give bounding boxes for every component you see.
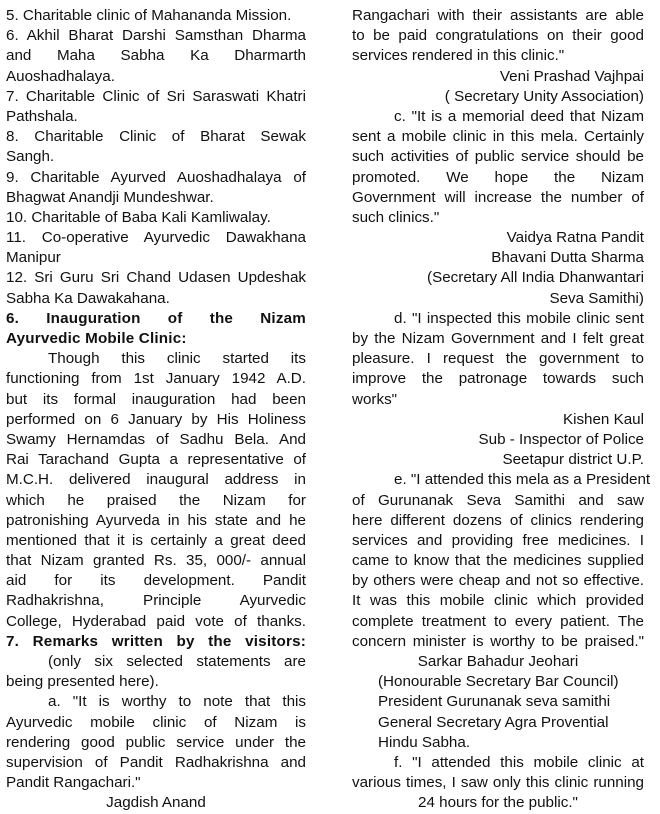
left-text-line: supervision of Pandit Radhakrishna and — [6, 753, 306, 771]
right-text-line: It was this mobile clinic which provided — [352, 592, 644, 610]
left-text-line: Pathshala. — [6, 107, 78, 125]
right-column — [352, 6, 651, 814]
right-text-line: various times, I saw only this clinic running — [352, 774, 644, 792]
left-text-line: 8. Charitable Clinic of Bharat Sewak — [6, 128, 306, 146]
left-text-line: Manipur — [6, 249, 61, 267]
left-text-line: Swamy Hernamdas of Sadhu Bela. And — [6, 430, 306, 448]
left-text-line: 7. Charitable Clinic of Sri Saraswati Khatri — [6, 87, 306, 105]
left-text-line: College, Hyderabad paid vote of thanks. — [6, 612, 306, 630]
left-text-line: 6. Akhil Bharat Darshi Samsthan Dharma — [6, 27, 306, 45]
right-text-line: to be paid congratulations on their good — [352, 27, 644, 45]
right-text-line: c. "It is a memorial deed that Nizam — [394, 107, 644, 125]
left-text-line: a. "It is worthy to note that this — [48, 693, 306, 711]
left-text-line: Rai Tarachand Gupta a representative of — [6, 451, 306, 469]
right-text-line: by the Nizam Government and I felt great — [352, 330, 644, 347]
left-text-line: Jagdish Anand — [106, 794, 206, 812]
left-text-line: that Nizam granted Rs. 35, 000/- annual — [6, 552, 306, 570]
left-text-line: aid for its development. Pandit — [6, 572, 306, 590]
right-text-line: Rangachari with their assistants are able — [352, 7, 644, 24]
right-text-line: President Gurunanak seva samithi — [378, 693, 611, 711]
right-text-line: Seva Samithi) — [549, 289, 644, 307]
left-text-line: performed on 6 January by His Holiness — [6, 410, 306, 428]
left-text-line: Sabha Ka Dawakahana. — [6, 289, 170, 307]
right-text-line: Sub - Inspector of Police — [478, 430, 644, 448]
right-text-line: by others were cheap and not so effective. — [352, 572, 644, 590]
right-text-line: ( Secretary Unity Association) — [444, 87, 644, 105]
right-text-line: complete treatment to every patient. The — [352, 612, 644, 630]
left-text-line: mentioned that it is certainly a great deed — [6, 531, 306, 549]
right-text-line: of Gurunanak Seva Samithi and saw — [352, 491, 644, 509]
left-text-line: Though this clinic started its — [48, 350, 306, 368]
right-text-line: Bhavani Dutta Sharma — [491, 249, 644, 267]
left-text-line: 9. Charitable Ayurved Auoshadhalaya of — [6, 168, 306, 186]
left-text-line: functioning from 1st January 1942 A.D. — [6, 370, 306, 388]
right-text-line: (Honourable Secretary Bar Council) — [378, 673, 619, 691]
right-text-line: such clinics." — [352, 208, 440, 226]
right-text-line: promoted. We hope the Nizam — [352, 168, 644, 186]
right-text-line: services and providing free medicines. I — [352, 531, 644, 549]
right-text-line: 24 hours for the public." — [418, 794, 578, 812]
left-text-line: rendering good public service under the — [6, 733, 306, 751]
left-text-line: 6. Inauguration of the Nizam — [6, 309, 306, 327]
left-text-line: Auoshadhalaya. — [6, 67, 115, 85]
right-text-line: concern minister is worthy to be praised." — [352, 632, 644, 650]
right-text-line: sent a mobile clinic in this mela. Certainly — [352, 128, 644, 146]
left-column — [6, 6, 306, 814]
left-text-line: M.C.H. delivered inaugural address in — [6, 471, 306, 489]
right-text-line: Kishen Kaul — [562, 410, 644, 428]
left-text-line: 10. Charitable of Baba Kali Kamliwalay. — [6, 208, 271, 226]
left-text-line: 7. Remarks written by the visitors: — [6, 632, 306, 650]
right-text-line: f. "I attended this mobile clinic at — [394, 753, 644, 771]
right-text-line: such activities of public service should be — [352, 148, 644, 166]
right-text-line: Vaidya Ratna Pandit — [506, 229, 644, 247]
right-text-line: General Secretary Agra Provential — [378, 713, 609, 731]
right-text-line: (Secretary All India Dhanwantari — [427, 269, 644, 287]
left-text-line: Bhagwat Anandji Mundeshwar. — [6, 188, 214, 206]
right-text-line: came to know that the medicines supplied — [352, 552, 644, 570]
left-text-line: and Maha Sabha Ka Dharmarth — [6, 47, 306, 65]
right-text-line: here different dozens of clinics rendering — [352, 511, 644, 529]
left-text-line: 5. Charitable clinic of Mahananda Mission. — [6, 7, 292, 24]
left-text-line: Ayurvedic Mobile Clinic: — [6, 330, 187, 347]
right-text-line: e. "I attended this mela as a President — [394, 471, 651, 489]
left-text-line: Pandit Rangachari." — [6, 774, 141, 792]
left-text-line: 11. Co-operative Ayurvedic Dawakhana — [6, 229, 306, 247]
right-text-line: Veni Prashad Vajhpai — [499, 67, 644, 85]
left-text-line: Radhakrishna, Principle Ayurvedic — [6, 592, 306, 610]
right-text-line: works" — [352, 390, 398, 408]
right-text-line: improve the patronage towards such — [352, 370, 644, 388]
left-text-line: being presented here). — [6, 673, 159, 691]
right-text-line: Government will increase the number of — [352, 188, 644, 206]
right-text-line: Sarkar Bahadur Jeohari — [417, 653, 579, 670]
left-text-line: Sangh. — [6, 148, 55, 166]
right-text-line: Seetapur district U.P. — [502, 451, 644, 469]
left-text-line: Ayurvedic mobile clinic of Nizam is — [6, 713, 306, 731]
left-text-line: 12. Sri Guru Sri Chand Udasen Updeshak — [6, 269, 306, 287]
right-text-line: Hindu Sabha. — [378, 733, 471, 751]
left-text-line: which he praised the Nizam for — [6, 491, 306, 509]
right-text-line: services rendered in this clinic." — [352, 47, 565, 65]
left-text-line: (only six selected statements are — [48, 653, 306, 670]
right-text-line: d. "I inspected this mobile clinic sent — [394, 309, 644, 327]
right-text-line: pleasure. I request the government to — [352, 350, 644, 368]
left-text-line: patronishing Ayurveda in his state and he — [6, 511, 306, 529]
left-text-line: but its formal inauguration had been — [6, 390, 306, 408]
